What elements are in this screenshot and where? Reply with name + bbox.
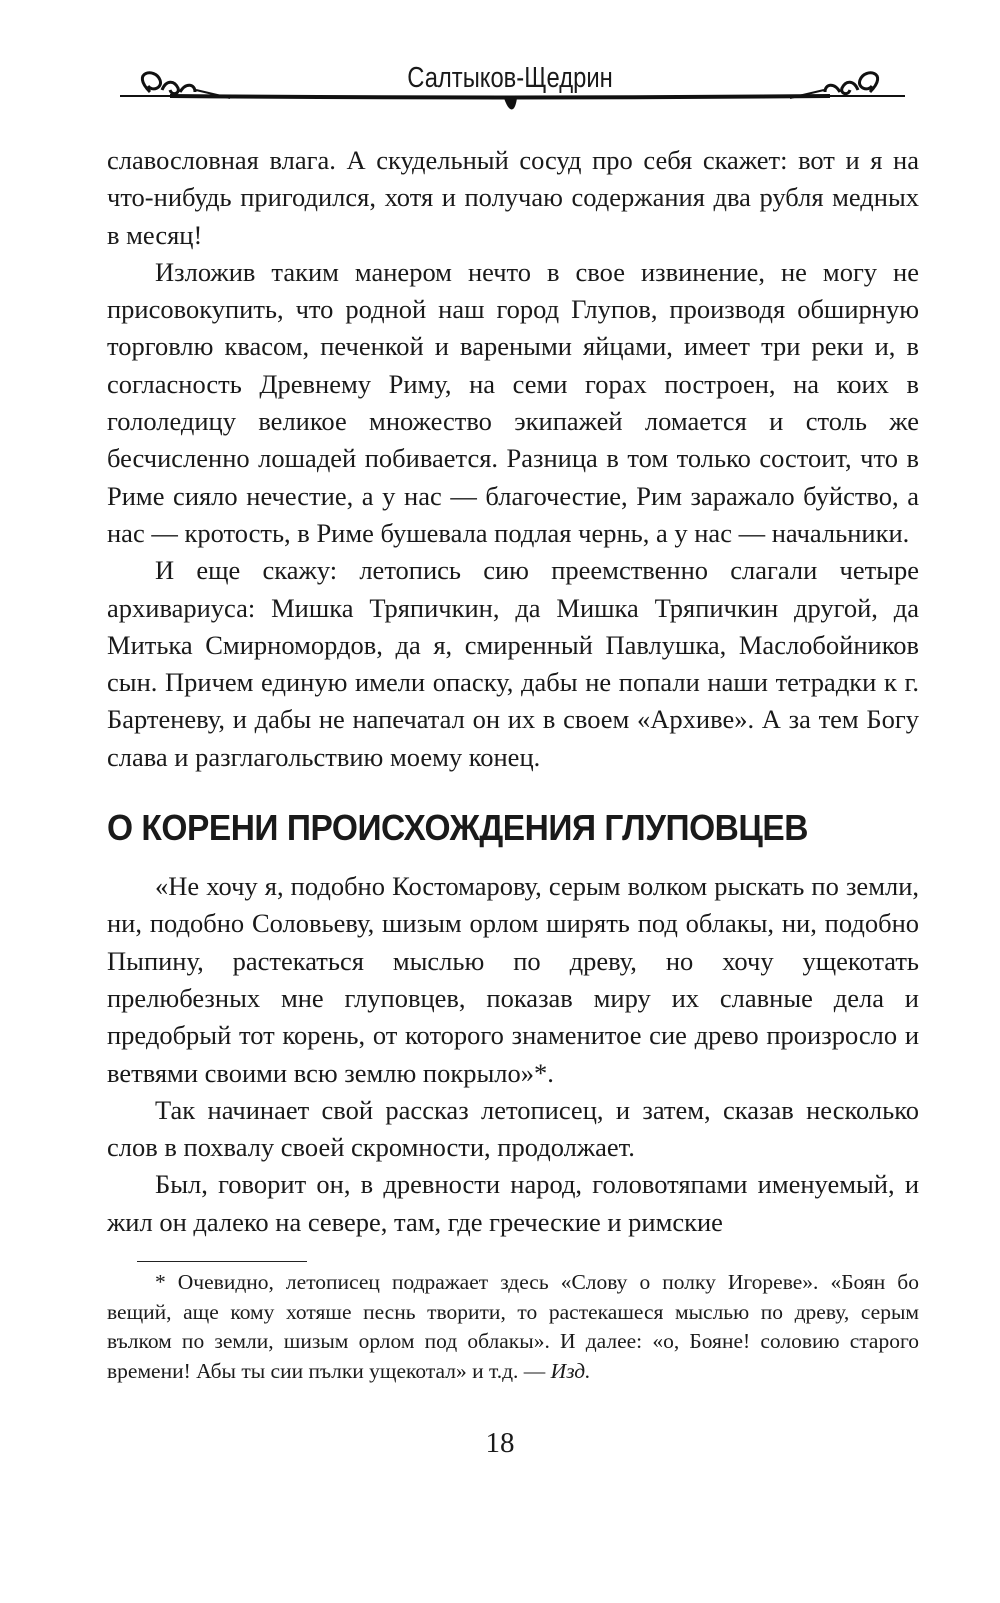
page-number: 18 — [485, 1427, 515, 1459]
paragraph: Так начинает свой рассказ летописец, и затем, сказав несколько слов в похвалу своей скромности, продолжает. — [107, 1094, 919, 1163]
footnote — [107, 1268, 919, 1386]
paragraph: И еще скажу: летопись сию преемственно слагали четыре архивариуса: Мишка Тряпичкин, да Мишка Тряпичкин другой, да Митька Смирномордов, да я, смиренный Павлушка, Маслобойников сын. Причем единую имели опаску, дабы не попали наши тетрадки к г. Бартеневу, и дабы не напечатал он их в своем «Архиве». А за тем Богу слава и разглагольствию моему конец. — [107, 555, 919, 772]
paragraph: Был, говорит он, в древности народ, головотяпами именуемый, и жил он далеко на севере, там, где греческие и римские — [107, 1169, 919, 1237]
paragraph: «Не хочу я, подобно Костомарову, серым волком рыскать по земли, ни, подобно Соловьеву, шизым орлом ширять под облакы, ни, подобно Пыпину, растекаться мыслью по древу, но хочу ущекотать прелюбезных мне глуповцев, показав миру их славные дела и предобрый тот корень, от которого знаменитое сие древо произросло и ветвями своими всю землю покрыло»*. — [107, 871, 919, 1088]
footnote-divider — [137, 1261, 307, 1262]
footnote-attribution: Изд. — [550, 1358, 591, 1383]
page-body — [107, 142, 919, 1386]
running-header — [100, 52, 920, 122]
footnote-text: * Очевидно, летописец подражает здесь «Слову о полку Игореве». «Боян бо вещий, аще кому хотяше песнь творити, то растекашеся мыслью по древу, серым вълком по земли, шизым орлом под облакы». И далее: «о, Бояне! соловию старого времени! Абы ты сии пълки ущекотал» и т.д. — — [107, 1270, 919, 1383]
paragraph: славословная влага. А скудельный сосуд про себя скажет: вот и я на что-нибудь пригодился, хотя и получаю содержания два рубля медных в месяц! — [107, 145, 919, 250]
section-title: О КОРЕНИ ПРОИСХОЖДЕНИЯ ГЛУПОВЦЕВ — [107, 807, 808, 849]
paragraph: Изложив таким манером нечто в свое извинение, не могу не присовокупить, что родной наш город Глупов, производя обширную торговлю квасом, печенкой и вареными яйцами, имеет три реки и, в согласность Древнему Риму, на семи горах построен, на коих в гололедицу великое множество экипажей ломается и столь же бесчисленно лошадей побивается. Разница в том только состоит, что в Риме сияло нечестие, а у нас — благочестие, Рим заражало буйство, а нас — кротость, в Риме бушевала подлая чернь, а у нас — начальники. — [107, 256, 919, 548]
running-title: Салтыков-Щедрин — [407, 62, 613, 94]
